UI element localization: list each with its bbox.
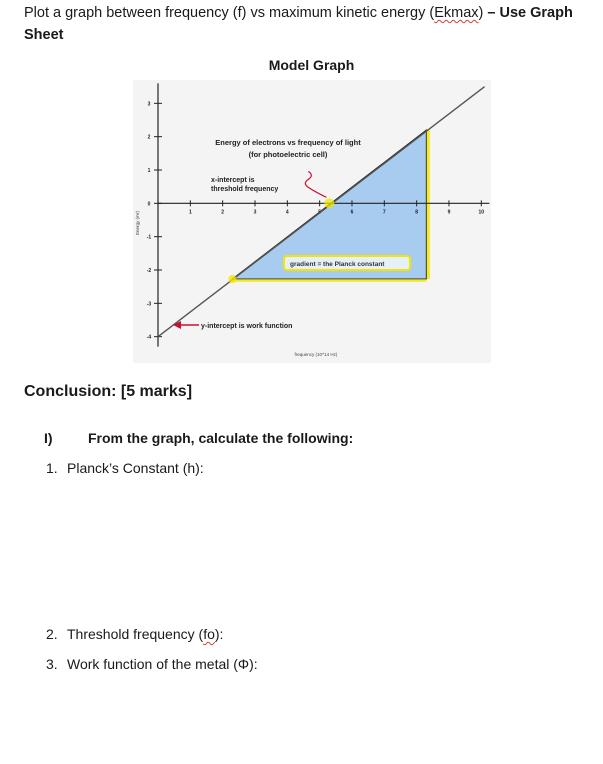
gradient-label: gradient = the Planck constant [290, 261, 385, 268]
item-text: Threshold frequency ( [67, 626, 204, 642]
heading-sheet: Sheet [24, 27, 64, 43]
question-text: From the graph, calculate the following: [88, 430, 354, 446]
heading-close: ) [478, 5, 488, 21]
x-tick-label: 1 [188, 209, 192, 216]
x-intercept-label: x-intercept is [211, 177, 255, 184]
item-threshold-frequency [46, 626, 223, 642]
ekmax-symbol: Ekmax [434, 5, 479, 21]
y-intercept-label: y-intercept is work function [201, 323, 293, 330]
y-tick-label: 1 [147, 168, 151, 174]
item-text: Work function of the metal (Φ): [67, 656, 258, 672]
y-axis-label: Energy (eV) [135, 210, 140, 236]
item-text: Planck’s Constant (h): [67, 460, 204, 476]
conclusion-heading: Conclusion: [5 marks] [24, 383, 193, 400]
question-number: I) [44, 430, 53, 446]
y-tick-label: -1 [146, 234, 152, 241]
x-tick-label: 9 [447, 209, 451, 216]
item-work-function [46, 656, 258, 672]
y-tick-label: -3 [146, 301, 152, 308]
item-number: 2. [46, 626, 58, 642]
chart-title: Energy of electrons vs frequency of light [215, 138, 361, 147]
y-tick-label: 2 [147, 134, 151, 141]
item-plancks-constant [46, 460, 204, 476]
model-graph-svg [133, 80, 491, 363]
y-tick-label: -2 [146, 268, 152, 274]
x-tick-label: 10 [478, 209, 485, 216]
chart-subtitle: (for photoelectric cell) [248, 150, 328, 159]
y-tick-label: -4 [146, 334, 152, 341]
x-tick-label: 2 [221, 209, 225, 216]
item-number: 1. [46, 460, 58, 476]
fo-symbol: fo [203, 626, 215, 642]
item-text-end: ): [214, 626, 224, 642]
x-axis-label: frequency (10^14 Hz) [294, 352, 338, 357]
x-intercept-highlight [324, 198, 334, 208]
x-intercept-label-2: threshold frequency [211, 186, 279, 193]
y-tick-label: 3 [147, 101, 151, 108]
x-tick-label: 7 [382, 209, 386, 216]
x-tick-label: 4 [285, 209, 289, 216]
instruction-heading [24, 2, 584, 46]
model-graph-title: Model Graph [268, 57, 355, 73]
heading-text: Plot a graph between frequency (f) vs maximum kinetic energy ( [24, 5, 435, 21]
y-tick-label: 0 [147, 201, 151, 208]
x-tick-label: 8 [415, 209, 419, 216]
question-row [44, 430, 353, 446]
x-tick-label: 6 [350, 209, 354, 216]
x-tick-label: 3 [253, 209, 257, 216]
triangle-corner-highlight [228, 275, 236, 283]
heading-use-graph: – Use Graph [487, 5, 573, 21]
model-graph [133, 80, 491, 363]
item-number: 3. [46, 656, 58, 672]
